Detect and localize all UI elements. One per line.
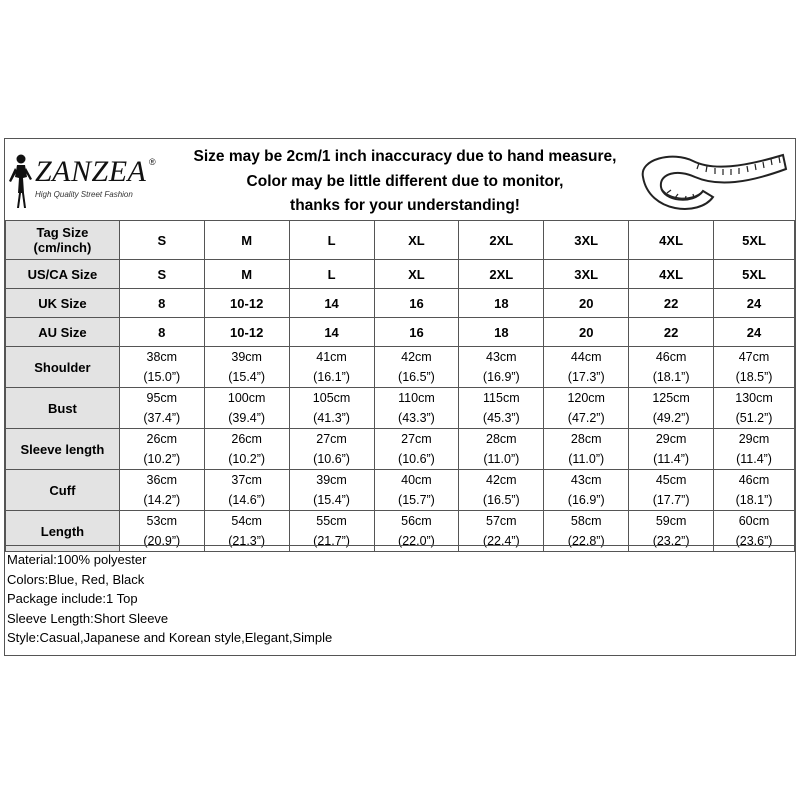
measurement-cell <box>119 429 204 470</box>
detail-material: Material:100% polyester <box>7 552 147 567</box>
inch-value: (21.7”) <box>313 534 350 548</box>
measurement-cell <box>204 347 289 388</box>
size-cell: L <box>289 221 374 260</box>
measurement-cell <box>119 347 204 388</box>
measurement-cell <box>289 470 374 511</box>
notice-line: thanks for your understanding! <box>290 197 520 214</box>
cm-value: 28cm <box>570 432 602 446</box>
row-label: Shoulder <box>6 347 120 388</box>
size-cell: S <box>119 260 204 289</box>
size-cell: 14 <box>289 318 374 347</box>
cm-value: 37cm <box>231 473 262 487</box>
inch-value: (41.3”) <box>313 411 350 425</box>
inch-value: (16.9”) <box>567 493 605 507</box>
inch-value: (11.0”) <box>483 452 520 466</box>
inch-value: (14.6”) <box>228 493 266 507</box>
measurement-cell <box>204 429 289 470</box>
cm-value: 40cm <box>401 473 432 487</box>
inch-value: (10.2”) <box>143 452 181 466</box>
row-label: Cuff <box>6 470 120 511</box>
cm-value: 28cm <box>486 432 517 446</box>
inch-value: (10.2”) <box>228 452 266 466</box>
measurement-cell <box>714 388 795 429</box>
woman-silhouette-icon <box>7 151 37 211</box>
cm-value: 41cm <box>316 350 347 364</box>
cm-value: 54cm <box>231 514 262 528</box>
inch-value: (22.0”) <box>398 534 435 548</box>
notice-line: Size may be 2cm/1 inch inaccuracy due to hand measure, <box>193 148 617 165</box>
measurement-cell <box>374 388 459 429</box>
measurement-cell <box>459 429 544 470</box>
inch-value: (15.0”) <box>143 370 181 384</box>
size-cell: 10-12 <box>204 289 289 318</box>
cm-value: 56cm <box>401 514 432 528</box>
size-cell: 4XL <box>629 260 714 289</box>
size-cell: S <box>119 221 204 260</box>
size-cell: 2XL <box>459 260 544 289</box>
measurement-cell <box>119 388 204 429</box>
cm-value: 60cm <box>738 514 770 528</box>
measurement-row <box>6 347 795 388</box>
cm-value: 44cm <box>570 350 602 364</box>
brand-name: ZANZEA <box>35 155 147 188</box>
measurement-cell <box>204 388 289 429</box>
cm-value: 43cm <box>570 473 602 487</box>
inch-value: (23.2”) <box>652 534 690 548</box>
size-cell: 20 <box>544 318 629 347</box>
inch-value: (17.3”) <box>567 370 605 384</box>
size-cell: 16 <box>374 289 459 318</box>
inch-value: (18.5”) <box>735 370 773 384</box>
size-cell: 10-12 <box>204 318 289 347</box>
size-cell: 5XL <box>714 260 795 289</box>
inch-value: (15.4”) <box>228 370 266 384</box>
measurement-cell <box>204 470 289 511</box>
cm-value: 46cm <box>655 350 687 364</box>
measuring-tape-icon <box>633 147 788 217</box>
row-label: US/CA Size <box>6 260 120 289</box>
inch-value: (11.0”) <box>568 452 605 466</box>
measurement-cell <box>289 347 374 388</box>
detail-sleeve-length: Sleeve Length:Short Sleeve <box>7 610 169 626</box>
inch-value: (22.8”) <box>567 534 605 548</box>
cm-value: 45cm <box>655 473 687 487</box>
cm-value: 36cm <box>146 473 178 487</box>
row-label: AU Size <box>6 318 120 347</box>
brand-tagline: High Quality Street Fashion <box>35 190 133 199</box>
measurement-cell <box>459 388 544 429</box>
cm-value: 29cm <box>655 432 687 446</box>
cm-value: 95cm <box>146 391 178 405</box>
measurement-cell <box>119 470 204 511</box>
inch-value: (10.6”) <box>398 452 435 466</box>
cm-value: 120cm <box>567 391 605 405</box>
product-details <box>5 545 795 656</box>
size-cell: 8 <box>119 318 204 347</box>
cm-value: 29cm <box>738 432 770 446</box>
size-cell: M <box>204 221 289 260</box>
cm-value: 130cm <box>735 391 773 405</box>
inch-value: (51.2”) <box>735 411 773 425</box>
cm-value: 26cm <box>231 432 262 446</box>
inch-value: (21.3”) <box>228 534 266 548</box>
inch-value: (16.5”) <box>398 370 435 384</box>
cm-value: 53cm <box>146 514 178 528</box>
measurement-cell <box>459 347 544 388</box>
size-cell: 3XL <box>544 221 629 260</box>
inch-value: (37.4”) <box>143 411 181 425</box>
inch-value: (16.1”) <box>313 370 350 384</box>
measurement-cell <box>374 429 459 470</box>
row-label: Sleeve length <box>6 429 120 470</box>
size-cell: 24 <box>714 318 795 347</box>
measurement-cell <box>714 470 795 511</box>
size-cell: 18 <box>459 318 544 347</box>
size-cell: XL <box>374 221 459 260</box>
cm-value: 105cm <box>312 391 351 405</box>
row-label: UK Size <box>6 289 120 318</box>
measurement-row <box>6 470 795 511</box>
inch-value: (18.1”) <box>652 370 690 384</box>
measurement-cell <box>629 347 714 388</box>
size-row <box>6 221 795 260</box>
cm-value: 42cm <box>486 473 517 487</box>
inch-value: (10.6”) <box>313 452 350 466</box>
detail-package: Package include:1 Top <box>7 591 138 607</box>
cm-value: 58cm <box>570 514 602 528</box>
size-cell: 2XL <box>459 221 544 260</box>
size-cell: 20 <box>544 289 629 318</box>
size-cell: 18 <box>459 289 544 318</box>
measurement-cell <box>289 429 374 470</box>
inch-value: (11.4”) <box>653 452 690 466</box>
detail-style: Style:Casual,Japanese and Korean style,Elegant,Simple <box>7 630 333 646</box>
size-cell: 14 <box>289 289 374 318</box>
measurement-cell <box>629 429 714 470</box>
cm-value: 46cm <box>738 473 770 487</box>
cm-value: 59cm <box>655 514 687 528</box>
inch-value: (39.4”) <box>228 411 266 425</box>
cm-value: 39cm <box>316 473 347 487</box>
cm-value: 110cm <box>398 391 435 405</box>
inch-value: (11.4”) <box>736 452 772 466</box>
size-cell: 24 <box>714 289 795 318</box>
cm-value: 125cm <box>652 391 690 405</box>
row-label: Tag Size (cm/inch) <box>6 221 120 260</box>
size-cell: 3XL <box>544 260 629 289</box>
cm-value: 43cm <box>486 350 517 364</box>
cm-value: 115cm <box>483 391 520 405</box>
inch-value: (47.2”) <box>567 411 605 425</box>
measurement-cell <box>374 347 459 388</box>
inch-value: (16.9”) <box>482 370 520 384</box>
measurement-cell <box>544 429 629 470</box>
inch-value: (15.4”) <box>313 493 350 507</box>
measurement-cell <box>629 470 714 511</box>
cm-value: 100cm <box>227 391 266 405</box>
measurement-cell <box>544 388 629 429</box>
inch-value: (16.5”) <box>482 493 520 507</box>
size-cell: XL <box>374 260 459 289</box>
size-cell: L <box>289 260 374 289</box>
measurement-cell <box>459 470 544 511</box>
cm-value: 57cm <box>486 514 517 528</box>
inch-value: (49.2”) <box>652 411 690 425</box>
cm-value: 47cm <box>738 350 770 364</box>
cm-value: 26cm <box>146 432 178 446</box>
measurement-cell <box>544 470 629 511</box>
size-cell: 8 <box>119 289 204 318</box>
inch-value: (18.1”) <box>735 493 773 507</box>
detail-colors: Colors:Blue, Red, Black <box>7 571 145 587</box>
inch-value: (17.7”) <box>652 493 690 507</box>
inch-value: (23.6”) <box>735 534 773 548</box>
size-row <box>6 289 795 318</box>
size-cell: M <box>204 260 289 289</box>
measurement-row <box>6 429 795 470</box>
brand-logo <box>7 151 167 211</box>
inch-value: (45.3”) <box>482 411 520 425</box>
size-chart-sheet <box>4 138 796 656</box>
size-cell: 16 <box>374 318 459 347</box>
cm-value: 38cm <box>146 350 178 364</box>
row-label: Bust <box>6 388 120 429</box>
inch-value: (14.2”) <box>143 493 181 507</box>
inch-value: (20.9”) <box>143 534 181 548</box>
measurement-cell <box>629 388 714 429</box>
measurement-cell <box>714 429 795 470</box>
size-chart-header <box>5 139 795 219</box>
measurement-cell <box>714 347 795 388</box>
size-table <box>5 220 795 552</box>
cm-value: 39cm <box>231 350 262 364</box>
measurement-notice <box>165 145 645 219</box>
measurement-cell <box>544 347 629 388</box>
size-cell: 22 <box>629 318 714 347</box>
measurement-row <box>6 388 795 429</box>
measurement-cell <box>374 470 459 511</box>
cm-value: 42cm <box>401 350 432 364</box>
row-label: Length <box>6 511 120 552</box>
measurement-cell <box>289 388 374 429</box>
size-row <box>6 318 795 347</box>
cm-value: 27cm <box>316 432 347 446</box>
inch-value: (43.3”) <box>398 411 435 425</box>
size-row <box>6 260 795 289</box>
cm-value: 55cm <box>316 514 347 528</box>
size-cell: 5XL <box>714 221 795 260</box>
size-cell: 4XL <box>629 221 714 260</box>
inch-value: (22.4”) <box>482 534 520 548</box>
notice-line: Color may be little different due to monitor, <box>246 172 564 190</box>
inch-value: (15.7”) <box>398 493 435 507</box>
size-cell: 22 <box>629 289 714 318</box>
cm-value: 27cm <box>401 432 432 446</box>
registered-mark: ® <box>149 157 156 167</box>
